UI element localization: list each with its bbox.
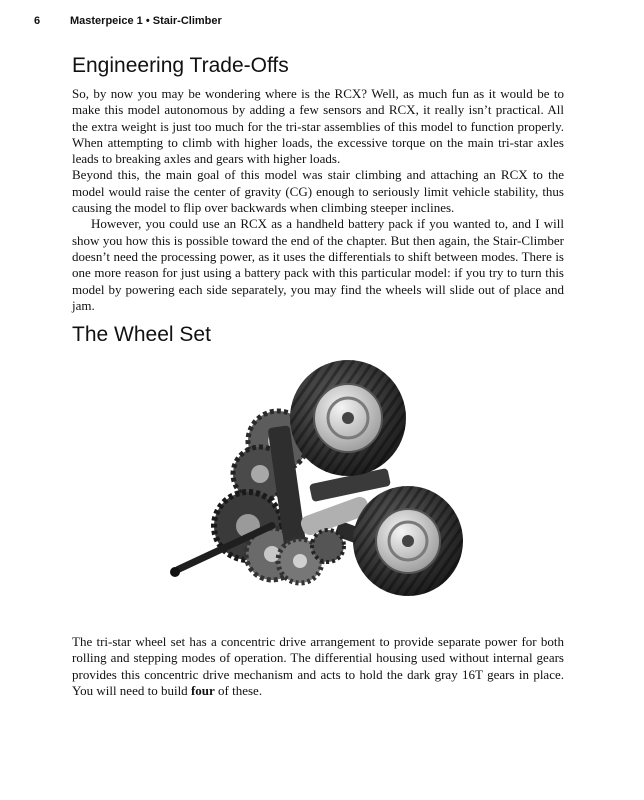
section-heading-wheel-set: The Wheel Set xyxy=(72,323,211,346)
running-header xyxy=(34,15,222,27)
figure-caption xyxy=(72,634,564,699)
wheel-top xyxy=(290,360,406,476)
caption-paragraph xyxy=(72,634,564,699)
section-heading-engineering-trade-offs: Engineering Trade-Offs xyxy=(72,54,289,77)
paragraph-1: So, by now you may be wondering where is the RCX? Well, as much fun as it would be to make this model autonomous by adding a few sensors and RCX, it really isn’t practical. All the extra weight is just too much for the tri-star assemblies of this model to function properly. When attempting to climb with higher loads, the excessive torque on the main tri-star axles leads to breaking axles and gears with higher loads. xyxy=(72,86,564,167)
paragraph-2: Beyond this, the main goal of this model was stair climbing and attaching an RCX to the model would raise the center of gravity (CG) enough to seriously limit vehicle stability, thus causing the model to flip over backwards when climbing steeper inclines. xyxy=(72,167,564,216)
caption-text-after: of these. xyxy=(214,682,263,698)
caption-text-before: The tri-star wheel set has a concentric drive arrangement to provide separate power for both rolling and stepping modes of operation. The differential housing used without internal gears provides this concentric drive mechanism and acts to hold the dark gray 16T gears in place. You will need to build xyxy=(72,634,564,698)
caption-emphasis: four xyxy=(190,682,215,698)
wheel-bottom-right xyxy=(353,486,463,596)
paragraph-3: However, you could use an RCX as a handheld battery pack if you wanted to, and I will show you how this is possible toward the end of the chapter. But then again, the Stair-Climber doesn’t need the processing power, as it uses the differentials to shift between modes. There is one more reason for just using a battery pack with this particular model: if you try to turn this model by powering each side separately, you may find the wheels will slide out of place and jam. xyxy=(72,216,564,313)
page-number: 6 xyxy=(34,15,41,27)
wheel-set-figure xyxy=(160,356,470,606)
section-body xyxy=(72,86,564,314)
tri-star-wheel-set-icon xyxy=(160,356,470,606)
running-title: Masterpeice 1 • Stair-Climber xyxy=(70,15,222,27)
